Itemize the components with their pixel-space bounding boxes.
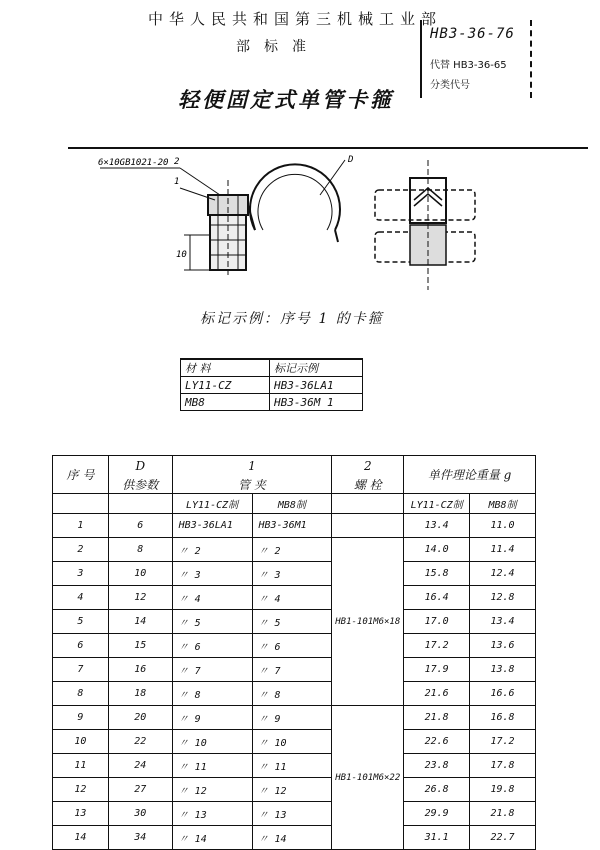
row-weight-mb: 13.6 xyxy=(470,634,536,658)
row-weight-mb: 21.8 xyxy=(470,802,536,826)
row-weight-mb: 22.7 xyxy=(470,826,536,850)
row-no: 1 xyxy=(53,514,109,538)
col-no-header: 序 号 xyxy=(53,456,109,494)
row-clamp-mb: 〃 10 xyxy=(252,730,332,754)
row-clamp-ly: 〃 6 xyxy=(172,634,252,658)
row-clamp-ly: 〃 7 xyxy=(172,658,252,682)
row-weight-mb: 16.6 xyxy=(470,682,536,706)
row-weight-ly: 21.8 xyxy=(404,706,470,730)
row-no: 2 xyxy=(53,538,109,562)
marking-header: 标记示例 xyxy=(270,359,363,377)
marking-cell: HB3-36M 1 xyxy=(270,394,363,411)
table-row xyxy=(53,538,536,562)
row-weight-mb: 12.8 xyxy=(470,586,536,610)
row-d: 6 xyxy=(108,514,172,538)
row-clamp-ly: 〃 8 xyxy=(172,682,252,706)
row-clamp-ly: 〃 3 xyxy=(172,562,252,586)
dimension-10-label: 10 xyxy=(176,250,187,260)
table-row xyxy=(53,610,536,634)
weight-mb-header: MB8制 xyxy=(470,494,536,514)
row-clamp-mb: 〃 13 xyxy=(252,802,332,826)
row-weight-mb: 12.4 xyxy=(470,562,536,586)
row-no: 3 xyxy=(53,562,109,586)
row-no: 5 xyxy=(53,610,109,634)
row-clamp-ly: 〃 5 xyxy=(172,610,252,634)
row-no: 11 xyxy=(53,754,109,778)
row-bolt: HB1-101M6×22 xyxy=(332,706,404,850)
row-d: 27 xyxy=(108,778,172,802)
row-weight-ly: 17.2 xyxy=(404,634,470,658)
specification-table xyxy=(52,455,536,850)
table-row xyxy=(53,826,536,850)
bolt-spec-label: 6×10GB1021-20 xyxy=(98,158,169,168)
row-weight-ly: 23.8 xyxy=(404,754,470,778)
row-weight-ly: 22.6 xyxy=(404,730,470,754)
row-weight-mb: 11.0 xyxy=(470,514,536,538)
part-1-label: 1 xyxy=(174,177,180,187)
table-row xyxy=(53,682,536,706)
standard-code-box xyxy=(420,20,532,98)
row-weight-mb: 11.4 xyxy=(470,538,536,562)
clamp-ly-header: LY11-CZ制 xyxy=(172,494,252,514)
row-clamp-ly: 〃 10 xyxy=(172,730,252,754)
row-d: 12 xyxy=(108,586,172,610)
clamp-drawing xyxy=(80,150,500,300)
material-cell: LY11-CZ xyxy=(181,377,270,394)
row-clamp-mb: 〃 14 xyxy=(252,826,332,850)
table-row xyxy=(53,658,536,682)
organization-title: 中华人民共和国第三机械工业部 xyxy=(148,10,443,28)
material-table xyxy=(180,358,363,411)
table-row xyxy=(53,634,536,658)
empty-cell xyxy=(332,494,404,514)
standard-code: HB3-36-76 xyxy=(430,26,515,42)
row-d: 34 xyxy=(108,826,172,850)
diameter-label: D xyxy=(348,155,354,165)
table-row xyxy=(53,730,536,754)
row-clamp-mb: 〃 3 xyxy=(252,562,332,586)
row-d: 16 xyxy=(108,658,172,682)
material-table-header xyxy=(181,359,363,377)
empty-cell xyxy=(53,494,109,514)
row-weight-ly: 13.4 xyxy=(404,514,470,538)
row-clamp-ly: 〃 14 xyxy=(172,826,252,850)
table-subheader-row xyxy=(53,494,536,514)
row-d: 14 xyxy=(108,610,172,634)
row-no: 14 xyxy=(53,826,109,850)
table-row xyxy=(53,562,536,586)
row-d: 30 xyxy=(108,802,172,826)
row-weight-ly: 14.0 xyxy=(404,538,470,562)
row-no: 9 xyxy=(53,706,109,730)
row-clamp-mb: 〃 12 xyxy=(252,778,332,802)
row-clamp-mb: 〃 8 xyxy=(252,682,332,706)
weight-ly-header: LY11-CZ制 xyxy=(404,494,470,514)
marking-example: 标记示例：序号 1 的卡箍 xyxy=(200,311,384,327)
clamp-front-view xyxy=(100,160,345,275)
material-header: 材 料 xyxy=(181,359,270,377)
row-no: 13 xyxy=(53,802,109,826)
row-clamp-ly: HB3-36LA1 xyxy=(172,514,252,538)
row-weight-ly: 15.8 xyxy=(404,562,470,586)
row-no: 8 xyxy=(53,682,109,706)
row-d: 24 xyxy=(108,754,172,778)
row-d: 15 xyxy=(108,634,172,658)
row-weight-ly: 16.4 xyxy=(404,586,470,610)
row-weight-mb: 13.4 xyxy=(470,610,536,634)
row-clamp-mb: HB3-36M1 xyxy=(252,514,332,538)
row-weight-ly: 17.0 xyxy=(404,610,470,634)
row-clamp-mb: 〃 6 xyxy=(252,634,332,658)
material-cell: MB8 xyxy=(181,394,270,411)
row-clamp-mb: 〃 9 xyxy=(252,706,332,730)
material-row xyxy=(181,394,363,411)
table-row xyxy=(53,586,536,610)
row-clamp-mb: 〃 5 xyxy=(252,610,332,634)
table-header-row xyxy=(53,456,536,476)
table-row xyxy=(53,802,536,826)
document-title: 轻便固定式单管卡箍 xyxy=(178,87,394,112)
row-weight-mb: 16.8 xyxy=(470,706,536,730)
row-clamp-ly: 〃 13 xyxy=(172,802,252,826)
row-d: 10 xyxy=(108,562,172,586)
row-weight-ly: 17.9 xyxy=(404,658,470,682)
col-d-num: D xyxy=(108,456,172,476)
material-row xyxy=(181,377,363,394)
row-clamp-mb: 〃 7 xyxy=(252,658,332,682)
row-weight-mb: 17.2 xyxy=(470,730,536,754)
standard-type: 部标准 xyxy=(236,39,320,55)
row-bolt: HB1-101M6×18 xyxy=(332,538,404,706)
row-clamp-ly: 〃 11 xyxy=(172,754,252,778)
row-weight-ly: 26.8 xyxy=(404,778,470,802)
part-2-label: 2 xyxy=(174,157,180,167)
row-clamp-mb: 〃 2 xyxy=(252,538,332,562)
row-clamp-ly: 〃 4 xyxy=(172,586,252,610)
col-clamp-label: 管 夹 xyxy=(172,476,332,494)
marking-cell: HB3-36LA1 xyxy=(270,377,363,394)
table-row xyxy=(53,706,536,730)
row-d: 18 xyxy=(108,682,172,706)
row-clamp-mb: 〃 11 xyxy=(252,754,332,778)
row-weight-mb: 17.8 xyxy=(470,754,536,778)
row-clamp-ly: 〃 9 xyxy=(172,706,252,730)
header-divider xyxy=(68,147,588,149)
row-weight-mb: 13.8 xyxy=(470,658,536,682)
row-clamp-ly: 〃 12 xyxy=(172,778,252,802)
empty-cell xyxy=(108,494,172,514)
table-body xyxy=(53,514,536,850)
row-no: 10 xyxy=(53,730,109,754)
clamp-mb-header: MB8制 xyxy=(252,494,332,514)
col-d-label: 供参数 xyxy=(108,476,172,494)
table-row xyxy=(53,514,536,538)
row-no: 6 xyxy=(53,634,109,658)
row-clamp-ly: 〃 2 xyxy=(172,538,252,562)
col-clamp-num: 1 xyxy=(172,456,332,476)
row-weight-mb: 19.8 xyxy=(470,778,536,802)
row-d: 8 xyxy=(108,538,172,562)
row-weight-ly: 31.1 xyxy=(404,826,470,850)
row-weight-ly: 29.9 xyxy=(404,802,470,826)
col-bolt-num: 2 xyxy=(332,456,404,476)
row-clamp-mb: 〃 4 xyxy=(252,586,332,610)
row-d: 20 xyxy=(108,706,172,730)
row-bolt xyxy=(332,514,404,538)
col-bolt-label: 螺 栓 xyxy=(332,476,404,494)
row-weight-ly: 21.6 xyxy=(404,682,470,706)
table-row xyxy=(53,754,536,778)
row-no: 12 xyxy=(53,778,109,802)
clamp-side-view xyxy=(375,160,475,290)
col-weight-header: 单件理论重量 g xyxy=(404,456,536,494)
row-d: 22 xyxy=(108,730,172,754)
row-no: 7 xyxy=(53,658,109,682)
row-no: 4 xyxy=(53,586,109,610)
replaces-code: 代替 HB3-36-65 xyxy=(430,60,507,71)
classification-code: 分类代号 xyxy=(430,80,470,91)
